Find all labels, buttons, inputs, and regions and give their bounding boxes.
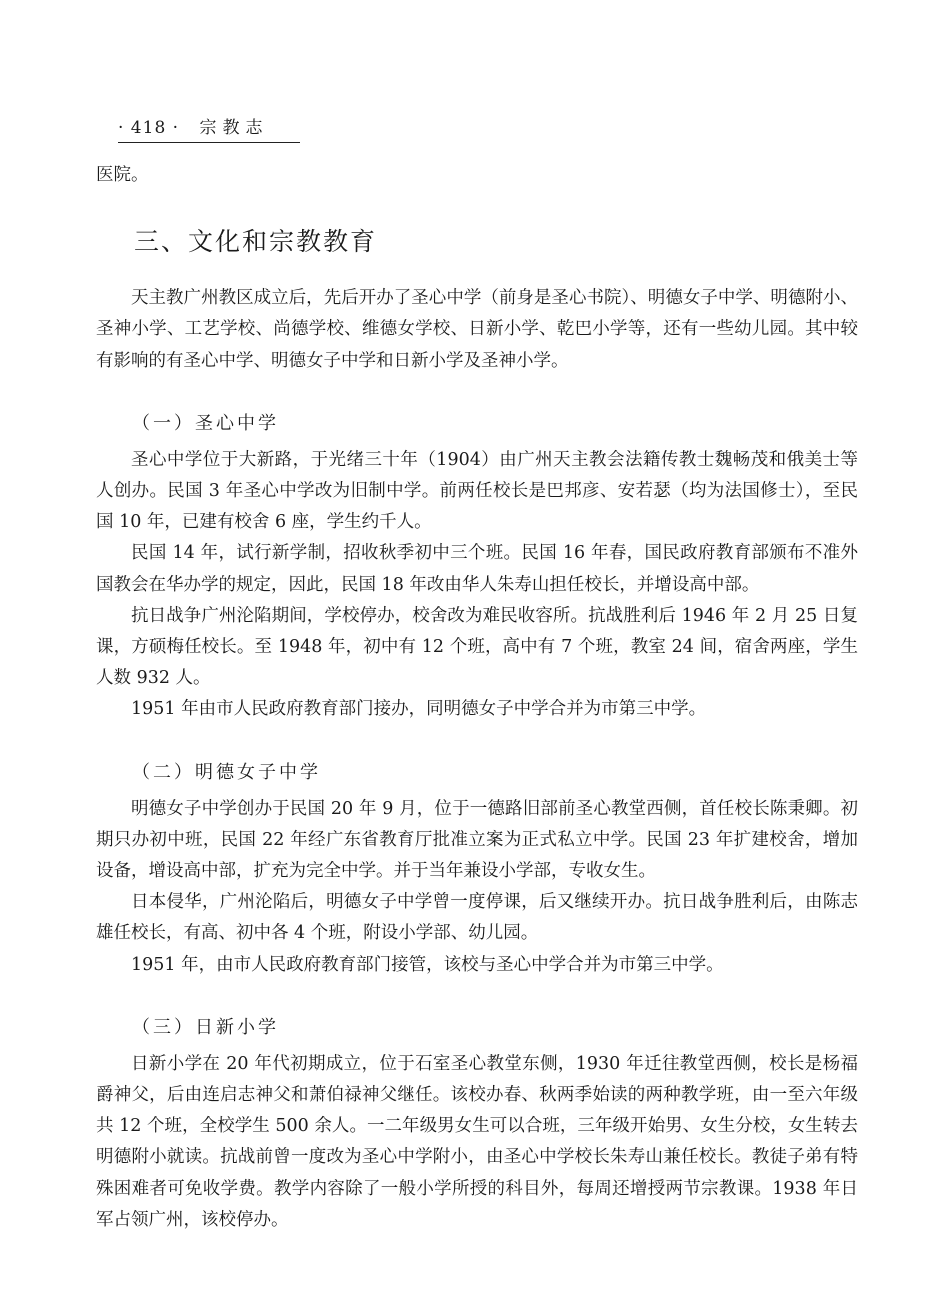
body-paragraph: 1951 年，由市人民政府教育部门接管，该校与圣心中学合并为市第三中学。 xyxy=(131,954,724,975)
page-number: · 418 · xyxy=(118,118,180,138)
section-title: 三、文化和宗教教育 xyxy=(134,227,378,257)
body-paragraph: 抗日战争广州沦陷期间，学校停办，校舍改为难民收容所。抗战胜利后 1946 年 2 月 25 日复课，方硕梅任校长。至 1948 年，初中有 12 个班，高中有 7 个班，教室 24 间，宿舍两座，学生人数 932 人。 xyxy=(96,605,858,689)
body-paragraph: 1951 年由市人民政府教育部门接办，同明德女子中学合并为市第三中学。 xyxy=(131,699,707,720)
subsection-title-rixin: （三）日新小学 xyxy=(132,1016,279,1038)
body-paragraph: 明德女子中学创办于民国 20 年 9 月，位于一德路旧部前圣心教堂西侧，首任校长陈秉卿。初期只办初中班，民国 22 年经广东省教育厅批准立案为正式私立中学。民国 23 年扩建校舍，增加设备，增设高中部，扩充为完全中学。并于当年兼设小学部，专收女生。 xyxy=(96,798,858,882)
book-title: 宗教志 xyxy=(199,118,269,138)
continued-paragraph: 医院。 xyxy=(96,165,149,185)
subsection-title-mingde: （二）明德女子中学 xyxy=(132,761,321,783)
running-header xyxy=(118,117,300,143)
body-paragraph: 日新小学在 20 年代初期成立，位于石室圣心教堂东侧，1930 年迁往教堂西侧，校长是杨福爵神父，后由连启志神父和萧伯禄神父继任。该校办春、秋两季始读的两种教学班，由一至六年级共 12 个班，全校学生 500 余人。一二年级男女生可以合班，三年级开始男、女生分校，女生转去明德附小就读。抗战前曾一度改为圣心中学附小，由圣心中学校长朱寿山兼任校长。教徒子弟有特殊困难者可免收学费。教学内容除了一般小学所授的科目外，每周还增授两节宗教课。1938 年日军占领广州，该校停办。 xyxy=(96,1053,858,1230)
page-content xyxy=(96,160,858,1236)
body-paragraph: 民国 14 年，试行新学制，招收秋季初中三个班。民国 16 年春，国民政府教育部颁布不准外国教会在华办学的规定，因此，民国 18 年改由华人朱寿山担任校长，并增设高中部。 xyxy=(96,543,858,595)
body-paragraph: 日本侵华，广州沦陷后，明德女子中学曾一度停课，后又继续开办。抗日战争胜利后，由陈志雄任校长，有高、初中各 4 个班，附设小学部、幼儿园。 xyxy=(96,892,858,944)
subsection-title-shengxin: （一）圣心中学 xyxy=(132,412,279,434)
section-intro-paragraph: 天主教广州教区成立后，先后开办了圣心中学（前身是圣心书院）、明德女子中学、明德附小、圣神小学、工艺学校、尚德学校、维德女学校、日新小学、乾巴小学等，还有一些幼儿园。其中较有影响的有圣心中学、明德女子中学和日新小学及圣神小学。 xyxy=(96,288,858,371)
body-paragraph: 圣心中学位于大新路，于光绪三十年（1904）由广州天主教会法籍传教士魏畅茂和俄美士等人创办。民国 3 年圣心中学改为旧制中学。前两任校长是巴邦彦、安若瑟（均为法国修士），至民国 10 年，已建有校舍 6 座，学生约千人。 xyxy=(96,449,858,533)
